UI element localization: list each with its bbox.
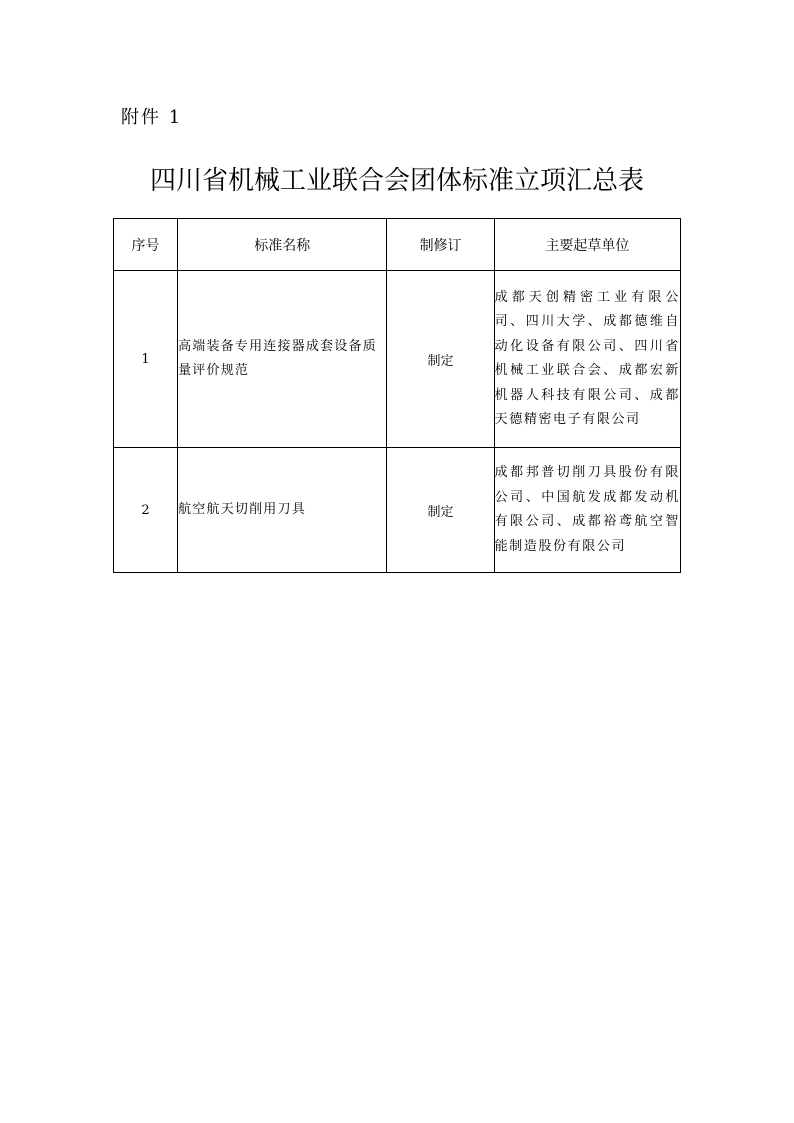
- cell-serial-number: 1: [114, 271, 178, 448]
- header-standard-name: 标准名称: [178, 219, 387, 271]
- cell-drafting-unit: 成都天创精密工业有限公司、四川大学、成都德维自动化设备有限公司、四川省机械工业联合会、成都宏新机器人科技有限公司、成都天德精密电子有限公司: [494, 271, 680, 448]
- cell-drafting-unit: 成都邦普切削刀具股份有限公司、中国航发成都发动机有限公司、成都裕鸢航空智能制造股份有限公司: [494, 448, 680, 573]
- cell-revision-type: 制定: [387, 448, 494, 573]
- table-row: [114, 271, 681, 448]
- standards-summary-table: [113, 218, 681, 573]
- cell-standard-name: 高端装备专用连接器成套设备质量评价规范: [178, 271, 387, 448]
- cell-standard-name: 航空航天切削用刀具: [178, 448, 387, 573]
- header-serial-number: 序号: [114, 219, 178, 271]
- page-title: 四川省机械工业联合会团体标准立项汇总表: [149, 166, 644, 196]
- cell-serial-number: 2: [114, 448, 178, 573]
- header-drafting-unit: 主要起草单位: [494, 219, 680, 271]
- header-revision-type: 制修订: [387, 219, 494, 271]
- cell-revision-type: 制定: [387, 271, 494, 448]
- table-row: [114, 448, 681, 573]
- attachment-label: 附件 1: [121, 107, 183, 128]
- table-header-row: [114, 219, 681, 271]
